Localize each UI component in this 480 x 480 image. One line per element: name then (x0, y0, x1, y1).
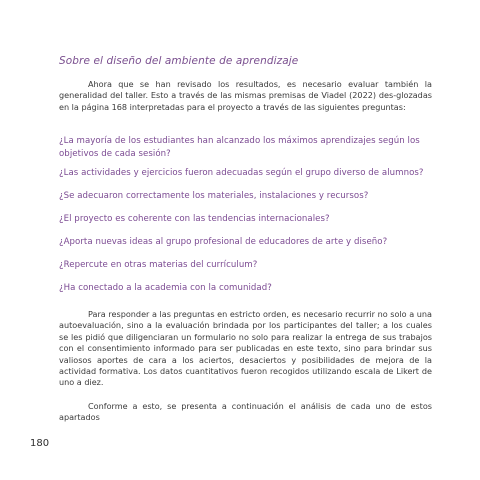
page-number: 180 (30, 438, 50, 449)
question-item: ¿La mayoría de los estudiantes han alcanzado los máximos aprendizajes según los objetivos de cada sesión? (59, 136, 420, 159)
intro-paragraph (59, 79, 432, 113)
response-paragraph-text: Para responder a las preguntas en estricto orden, es necesario recurrir no solo a una autoevaluación, sino a la evaluación brindada por los participantes del taller; a los cuales se les pidió que diligenciaran un formulario no solo para realizar la entrega de sus trabajos con el consentimiento informado para ser publicadas en este texto, sino para brindar sus valiosos aportes de cara a los aciertos, desaciertos y posibilidades de mejora de la actividad formativa. Los datos cuantitativos fueron recogidos utilizando escala de Likert de uno a diez. (59, 309, 432, 388)
intro-paragraph-text: Ahora que se han revisado los resultados, es necesario evaluar también la generalidad del taller. Esto a través de las mismas premisas de Viadel (2022) des-glozadas en la página 168 interpretadas para el proyecto a través de las siguientes preguntas: (59, 79, 432, 112)
question-item: ¿Se adecuaron correctamente los materiales, instalaciones y recursos? (59, 191, 369, 201)
conclusion-paragraph-text: Conforme a esto, se presenta a continuación el análisis de cada uno de estos apartados (59, 401, 432, 423)
conclusion-paragraph (59, 401, 432, 424)
question-item: ¿Aporta nuevas ideas al grupo profesional de educadores de arte y diseño? (59, 237, 388, 247)
question-item: ¿El proyecto es coherente con las tendencias internacionales? (59, 214, 330, 224)
question-item: ¿Repercute en otras materias del currículum? (59, 260, 258, 270)
question-item: ¿Ha conectado a la academia con la comunidad? (59, 283, 272, 293)
response-paragraph (59, 309, 432, 389)
question-item: ¿Las actividades y ejercicios fueron adecuadas según el grupo diverso de alumnos? (59, 168, 424, 178)
section-heading: Sobre el diseño del ambiente de aprendizaje (59, 55, 299, 67)
